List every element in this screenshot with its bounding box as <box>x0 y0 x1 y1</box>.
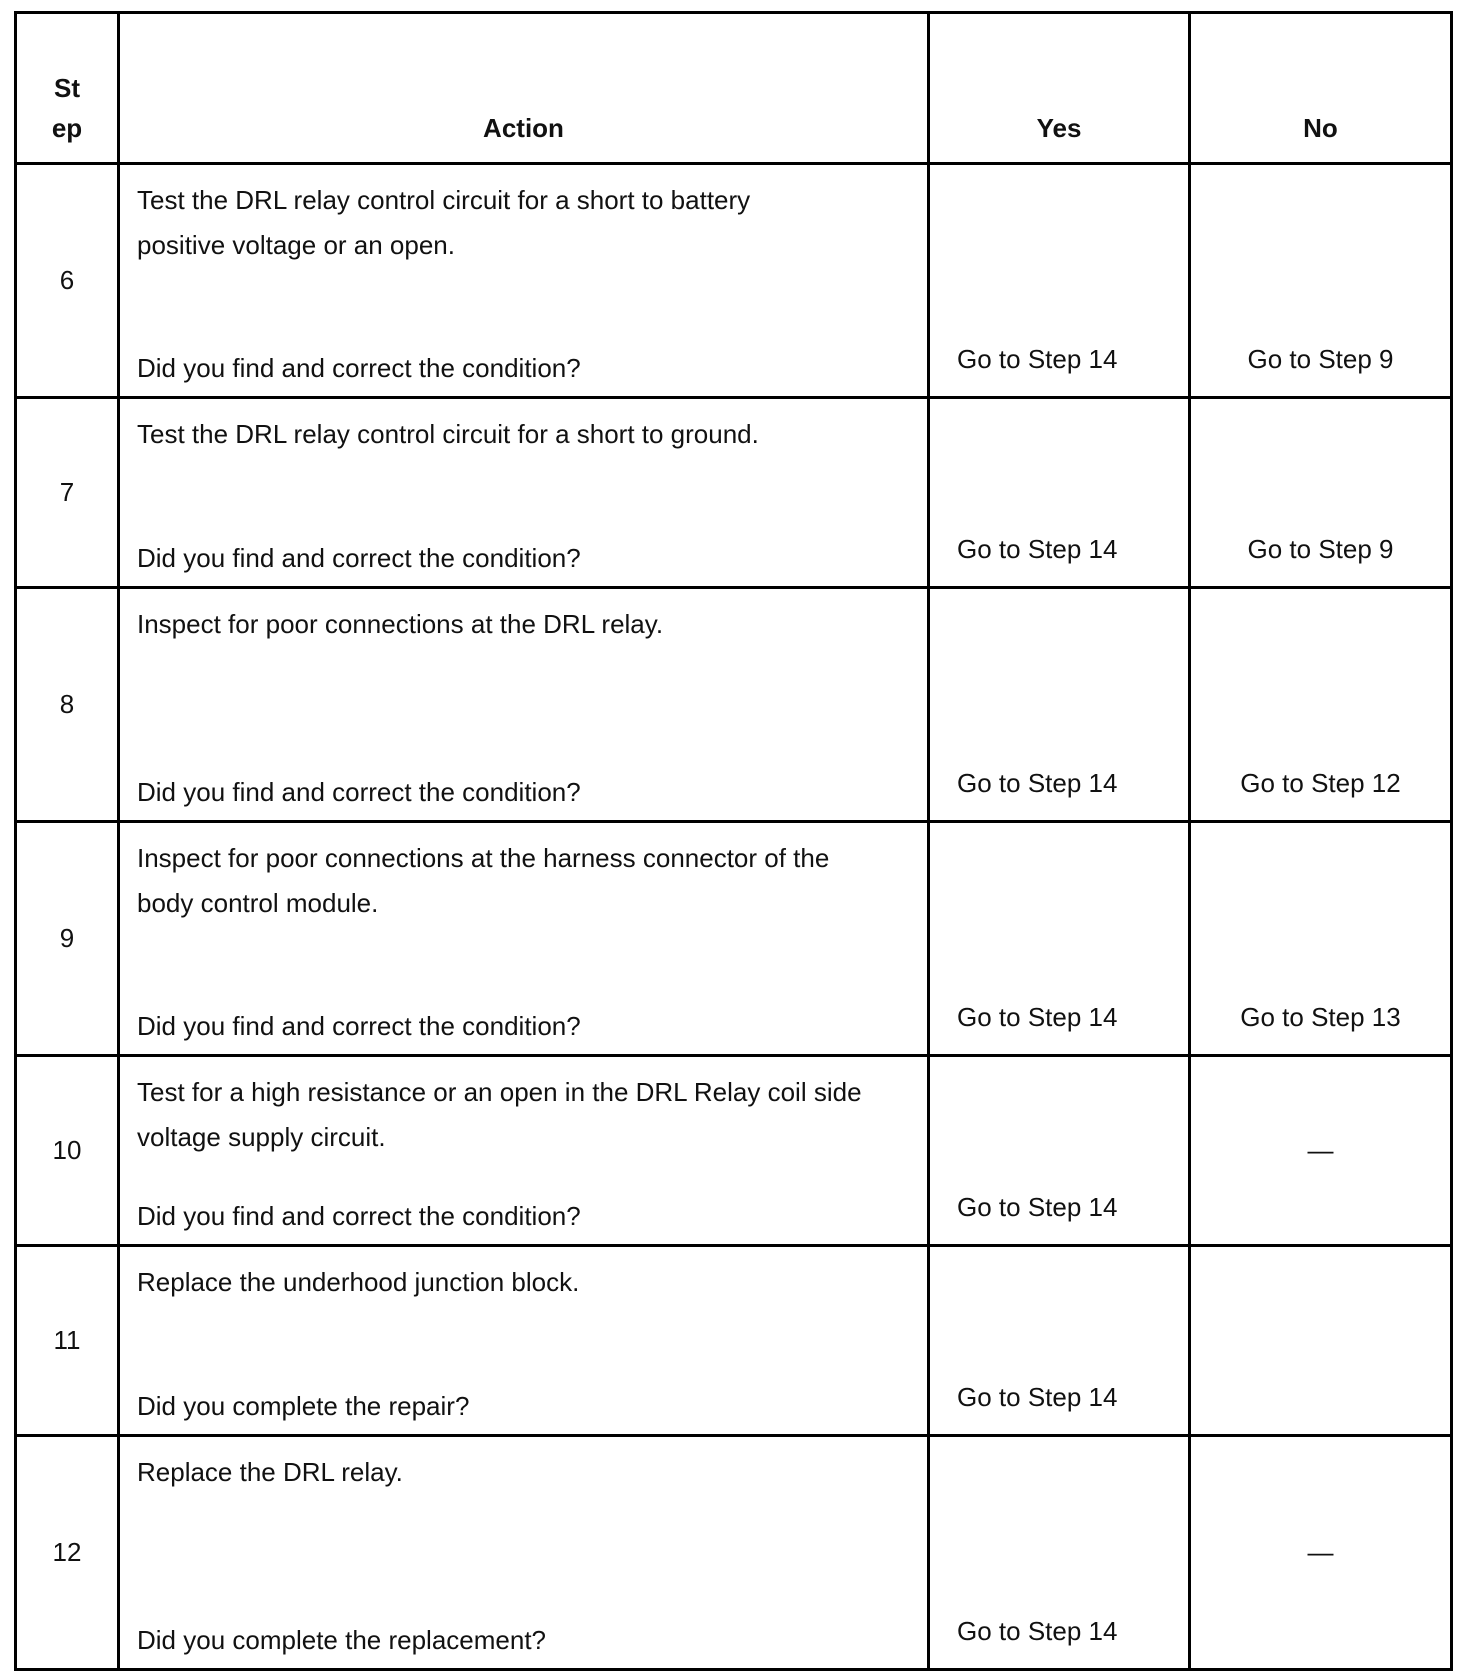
step-number: 8 <box>16 588 119 822</box>
action-cell <box>119 1246 929 1436</box>
header-step <box>16 13 119 164</box>
action-cell <box>119 1436 929 1670</box>
action-instruction: Inspect for poor connections at the harness connector of the body control module. <box>137 843 830 918</box>
action-instruction: Replace the DRL relay. <box>137 1457 403 1487</box>
step-number: 11 <box>16 1246 119 1436</box>
table-row <box>16 1436 1452 1670</box>
no-result: Go to Step 9 <box>1190 164 1452 398</box>
table-row <box>16 164 1452 398</box>
header-step-line1: St <box>54 73 80 103</box>
header-no: No <box>1190 13 1452 164</box>
no-result: Go to Step 13 <box>1190 822 1452 1056</box>
step-number: 12 <box>16 1436 119 1670</box>
no-result <box>1190 1246 1452 1436</box>
action-cell <box>119 588 929 822</box>
yes-result: Go to Step 14 <box>929 1056 1190 1246</box>
action-question: Did you find and correct the condition? <box>137 777 581 807</box>
header-yes: Yes <box>929 13 1190 164</box>
table-row <box>16 1246 1452 1436</box>
action-question: Did you find and correct the condition? <box>137 353 581 383</box>
action-question: Did you find and correct the condition? <box>137 543 581 573</box>
action-question: Did you find and correct the condition? <box>137 1201 581 1231</box>
step-number: 6 <box>16 164 119 398</box>
no-result: — <box>1190 1436 1452 1670</box>
action-instruction: Inspect for poor connections at the DRL relay. <box>137 609 664 639</box>
action-question: Did you find and correct the condition? <box>137 1011 581 1041</box>
step-number: 7 <box>16 398 119 588</box>
table-row <box>16 398 1452 588</box>
diagnostic-steps-table <box>14 11 1453 1671</box>
action-question: Did you complete the repair? <box>137 1391 470 1421</box>
step-number: 10 <box>16 1056 119 1246</box>
action-cell <box>119 398 929 588</box>
action-cell <box>119 822 929 1056</box>
yes-result: Go to Step 14 <box>929 1246 1190 1436</box>
action-instruction: Test the DRL relay control circuit for a short to ground. <box>137 419 759 449</box>
yes-result: Go to Step 14 <box>929 164 1190 398</box>
no-result: Go to Step 9 <box>1190 398 1452 588</box>
header-action: Action <box>119 13 929 164</box>
yes-result: Go to Step 14 <box>929 1436 1190 1670</box>
table-row <box>16 1056 1452 1246</box>
no-result: Go to Step 12 <box>1190 588 1452 822</box>
table-row <box>16 588 1452 822</box>
action-instruction: Test the DRL relay control circuit for a short to battery positive voltage or an open. <box>137 185 751 260</box>
action-cell <box>119 164 929 398</box>
action-question: Did you complete the replacement? <box>137 1625 547 1655</box>
action-cell <box>119 1056 929 1246</box>
yes-result: Go to Step 14 <box>929 822 1190 1056</box>
action-instruction: Replace the underhood junction block. <box>137 1267 580 1297</box>
action-instruction: Test for a high resistance or an open in the DRL Relay coil side voltage supply circuit. <box>137 1077 862 1152</box>
yes-result: Go to Step 14 <box>929 398 1190 588</box>
no-result: — <box>1190 1056 1452 1246</box>
header-step-line2: ep <box>51 113 83 143</box>
yes-result: Go to Step 14 <box>929 588 1190 822</box>
table-row <box>16 822 1452 1056</box>
header-row <box>16 13 1452 164</box>
step-number: 9 <box>16 822 119 1056</box>
